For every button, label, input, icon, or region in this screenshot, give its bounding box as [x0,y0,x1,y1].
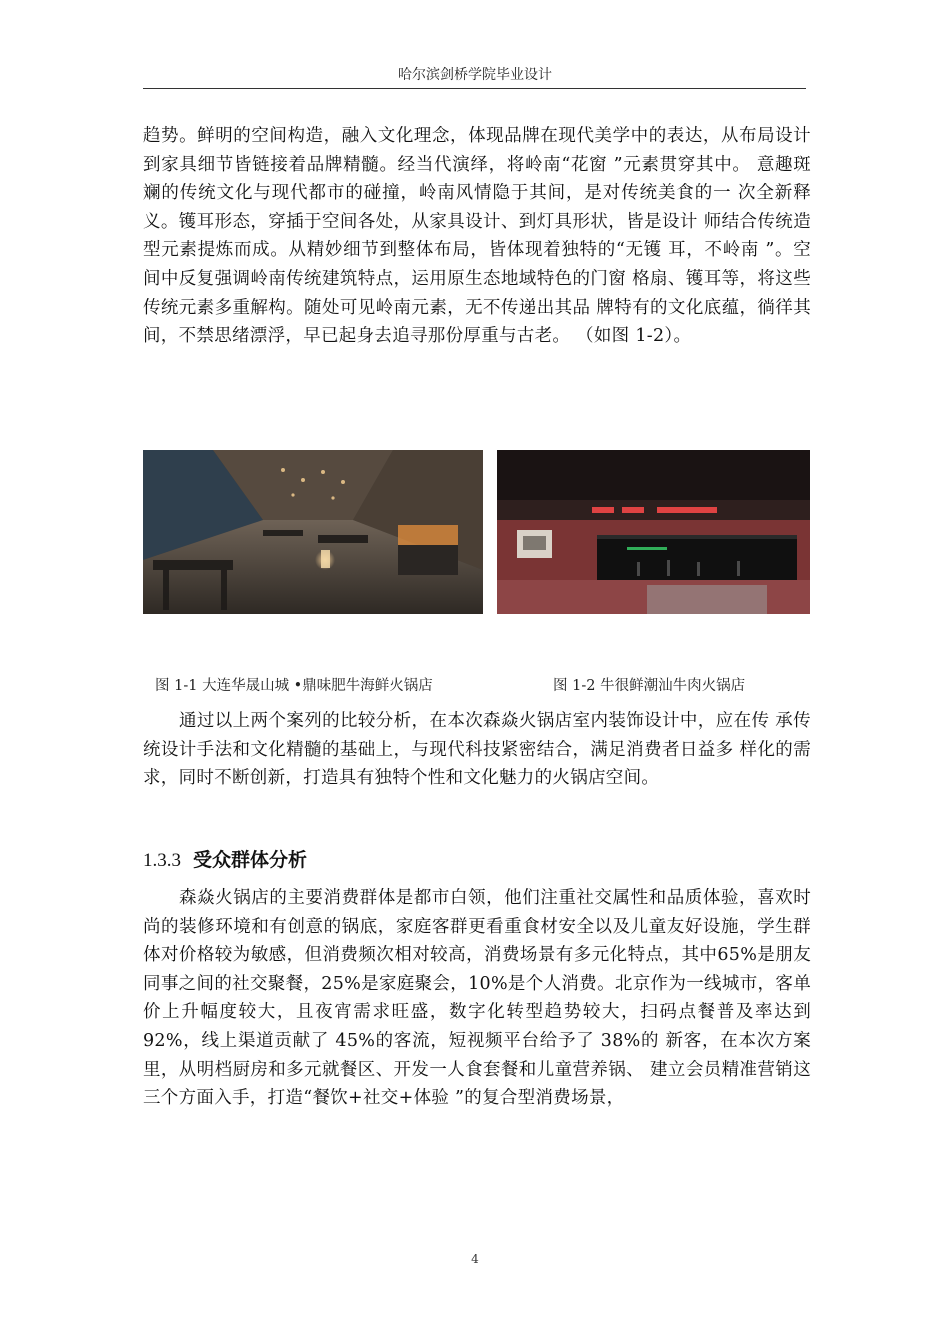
section-number: 1.3.3 [143,850,181,871]
header-divider [143,88,806,89]
body-paragraph-3: 森焱火锅店的主要消费群体是都市白领，他们注重社交属性和品质体验，喜欢时尚的装修环境和有创意的锅底，家庭客群更看重食材安全以及儿童友好设施，学生群体对价格较为敏感，但消费频次相对较高，消费场景有多元化特点，其中65%是朋友同事之间的社交聚餐，25%是家庭聚会，10%是个人消费。北京作为一线城市，客单价上升幅度较大，且夜宵需求旺盛，数字化转型趋势较大，扫码点餐普及率达到 92%，线上渠道贡献了 45%的客流，短视频平台给予了 38%的 新客，在本次方案里，从明档厨房和多元就餐区、开发一人食套餐和儿童营养锅、 建立会员精准营销这三个方面入手，打造“餐饮+社交+体验 ”的复合型消费场景， [143,888,811,1109]
body-paragraph-1: 趋势。鲜明的空间构造，融入文化理念，体现品牌在现代美学中的表达，从布局设计到家具细节皆链接着品牌精髓。经当代演绎，将岭南“花窗 ”元素贯穿其中。 意趣斑斓的传统文化与现代都市的碰撞，岭南风情隐于其间，是对传统美食的一 次全新释义。镬耳形态，穿插于空间各处，从家具设计、到灯具形状，皆是设计 师结合传统造型元素提炼而成。从精妙细节到整体布局，皆体现着独特的“无镬 耳，不岭南 ”。空间中反复强调岭南传统建筑特点，运用原生态地域特色的门窗 格扇、镬耳等，将这些传统元素多重解构。随处可见岭南元素，无不传递出其品 牌特有的文化底蕴，徜徉其间，不禁思绪漂浮，早已起身去追寻那份厚重与古老。 （如图 1-2）。 [143,126,811,347]
page-header: 哈尔滨剑桥学院毕业设计 [398,67,552,83]
figure-1-1-photo [143,450,483,614]
figure-1-1-caption: 图 1-1 大连华晟山城 •鼎味肥牛海鲜火锅店 [155,678,433,694]
section-heading [143,845,307,872]
body-paragraph-2: 通过以上两个案列的比较分析，在本次森焱火锅店室内装饰设计中，应在传 承传统设计手法和文化精髓的基础上，与现代科技紧密结合，满足消费者日益多 样化的需求，同时不断创新，打造具有独特个性和文化魅力的火锅店空间。 [143,711,811,789]
figure-1-2-caption: 图 1-2 牛很鲜潮汕牛肉火锅店 [553,678,746,694]
figure-1-2-photo [497,450,810,614]
section-title: 受众群体分析 [193,849,308,871]
page-number: 4 [471,1252,479,1266]
